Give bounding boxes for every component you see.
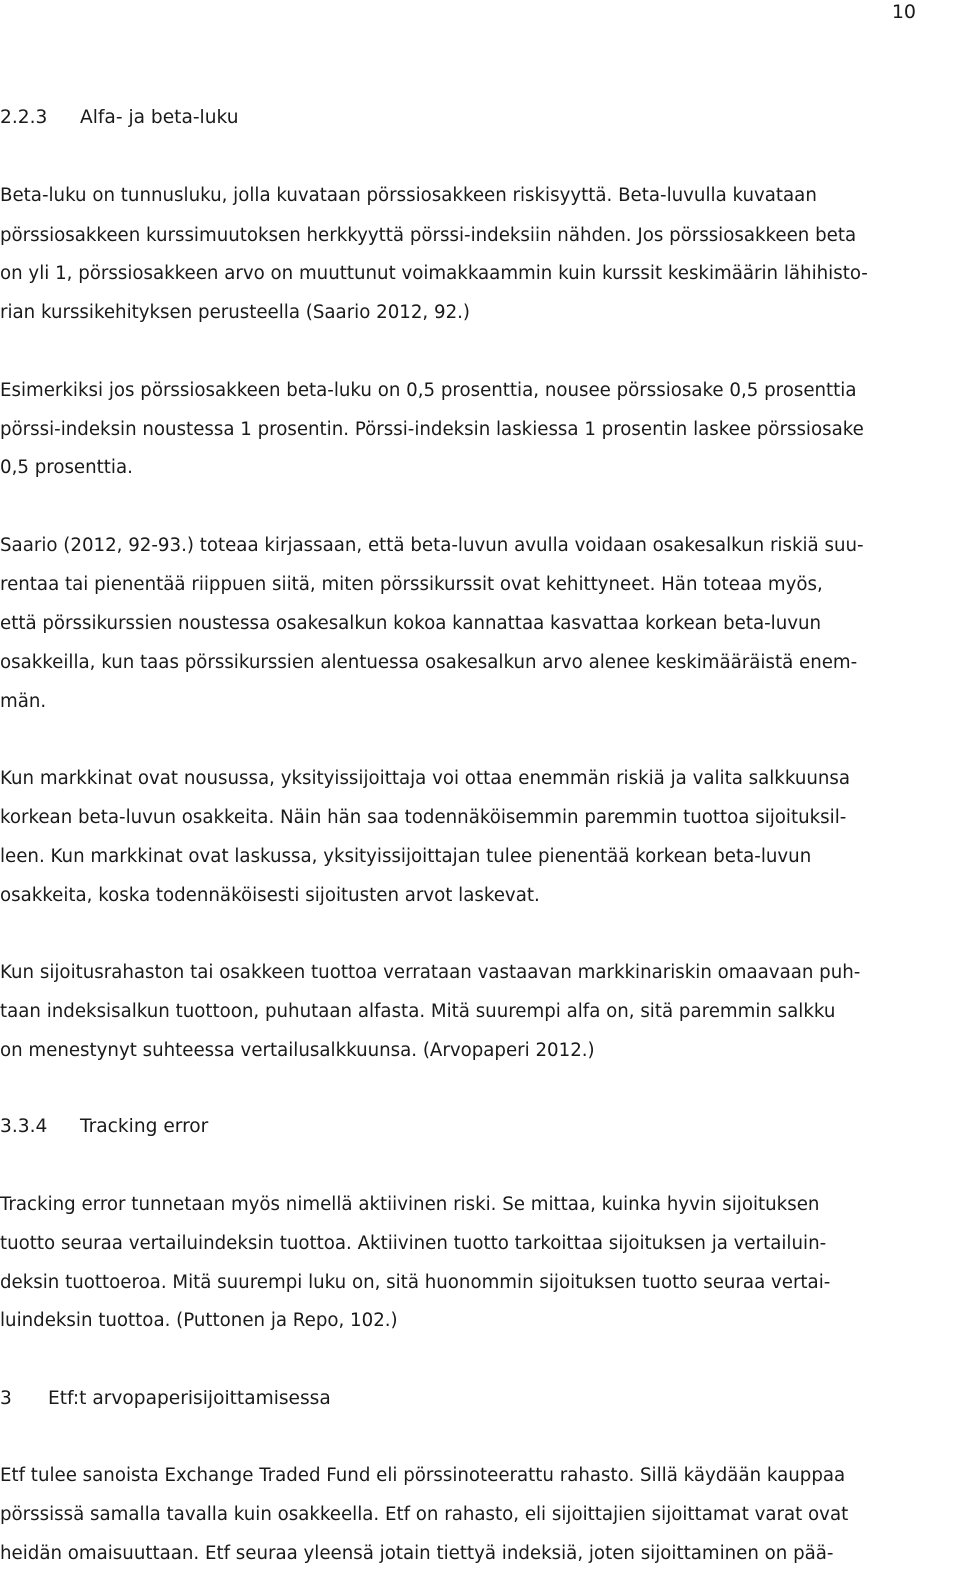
text-line: luindeksin tuottoa. (Puttonen ja Repo, 102.)	[0, 1310, 398, 1331]
page-number: 10	[891, 1, 916, 23]
section-title: Tracking error	[80, 1116, 209, 1137]
text-line: heidän omaisuuttaan. Etf seuraa yleensä jotain tiettyä indeksiä, joten sijoittaminen on pää-	[0, 1543, 834, 1564]
section-title: Alfa- ja beta-luku	[80, 107, 239, 128]
section-number: 3.3.4	[0, 1116, 48, 1137]
text-line: osakkeita, koska todennäköisesti sijoitusten arvot laskevat.	[0, 885, 540, 906]
text-line: että pörssikurssien noustessa osakesalkun kokoa kannattaa kasvattaa korkean beta-luvun	[0, 613, 822, 634]
text-line: Kun markkinat ovat nousussa, yksityissijoittaja voi ottaa enemmän riskiä ja valita salkkuunsa	[0, 768, 851, 789]
text-line: Etf tulee sanoista Exchange Traded Fund eli pörssinoteerattu rahasto. Sillä käydään kauppaa	[0, 1465, 846, 1486]
text-line: leen. Kun markkinat ovat laskussa, yksityissijoittajan tulee pienentää korkean beta-luvun	[0, 846, 812, 867]
text-line: pörssi-indeksin noustessa 1 prosentin. Pörssi-indeksin laskiessa 1 prosentin laskee pörssiosake	[0, 419, 864, 440]
text-line: Kun sijoitusrahaston tai osakkeen tuottoa verrataan vastaavan markkinariskin omaavaan puh-	[0, 962, 861, 983]
text-line: pörssiosakkeen kurssimuutoksen herkkyyttä pörssi-indeksiin nähden. Jos pörssiosakkeen beta	[0, 225, 857, 246]
text-line: rian kurssikehityksen perusteella (Saario 2012, 92.)	[0, 302, 471, 323]
text-line: on menestynyt suhteessa vertailusalkkuunsa. (Arvopaperi 2012.)	[0, 1040, 595, 1061]
text-line: män.	[0, 691, 47, 712]
text-line: 0,5 prosenttia.	[0, 457, 133, 478]
text-line: Beta-luku on tunnusluku, jolla kuvataan pörssiosakkeen riskisyyttä. Beta-luvulla kuvataan	[0, 185, 817, 206]
section-number: 3	[0, 1388, 12, 1409]
text-line: deksin tuottoeroa. Mitä suurempi luku on, sitä huonommin sijoituksen tuotto seuraa vertai-	[0, 1272, 831, 1293]
text-line: rentaa tai pienentää riippuen siitä, miten pörssikurssit ovat kehittyneet. Hän toteaa myös,	[0, 574, 823, 595]
section-title: Etf:t arvopaperisijoittamisessa	[48, 1388, 331, 1409]
text-line: tuotto seuraa vertailuindeksin tuottoa. Aktiivinen tuotto tarkoittaa sijoituksen ja vertailuin-	[0, 1233, 827, 1254]
text-line: Tracking error tunnetaan myös nimellä aktiivinen riski. Se mittaa, kuinka hyvin sijoituksen	[0, 1194, 820, 1215]
text-line: pörssissä samalla tavalla kuin osakkeella. Etf on rahasto, eli sijoittajien sijoittamat varat ovat	[0, 1504, 849, 1525]
section-heading-tracking-error	[0, 1117, 208, 1137]
section-heading-etf	[0, 1389, 331, 1409]
section-heading-alfa-beta	[0, 108, 238, 128]
text-line: Saario (2012, 92-93.) toteaa kirjassaan, että beta-luvun avulla voidaan osakesalkun riskiä suu-	[0, 535, 864, 556]
text-line: osakkeilla, kun taas pörssikurssien alentuessa osakesalkun arvo alenee keskimääräistä enem-	[0, 652, 858, 673]
text-line: Esimerkiksi jos pörssiosakkeen beta-luku on 0,5 prosenttia, nousee pörssiosake 0,5 prosenttia	[0, 380, 857, 401]
text-line: taan indeksisalkun tuottoon, puhutaan alfasta. Mitä suurempi alfa on, sitä paremmin salkku	[0, 1001, 836, 1022]
text-line: korkean beta-luvun osakkeita. Näin hän saa todennäköisemmin paremmin tuottoa sijoituksil-	[0, 807, 847, 828]
section-number: 2.2.3	[0, 107, 48, 128]
text-line: on yli 1, pörssiosakkeen arvo on muuttunut voimakkaammin kuin kurssit keskimäärin lähihisto-	[0, 263, 868, 284]
